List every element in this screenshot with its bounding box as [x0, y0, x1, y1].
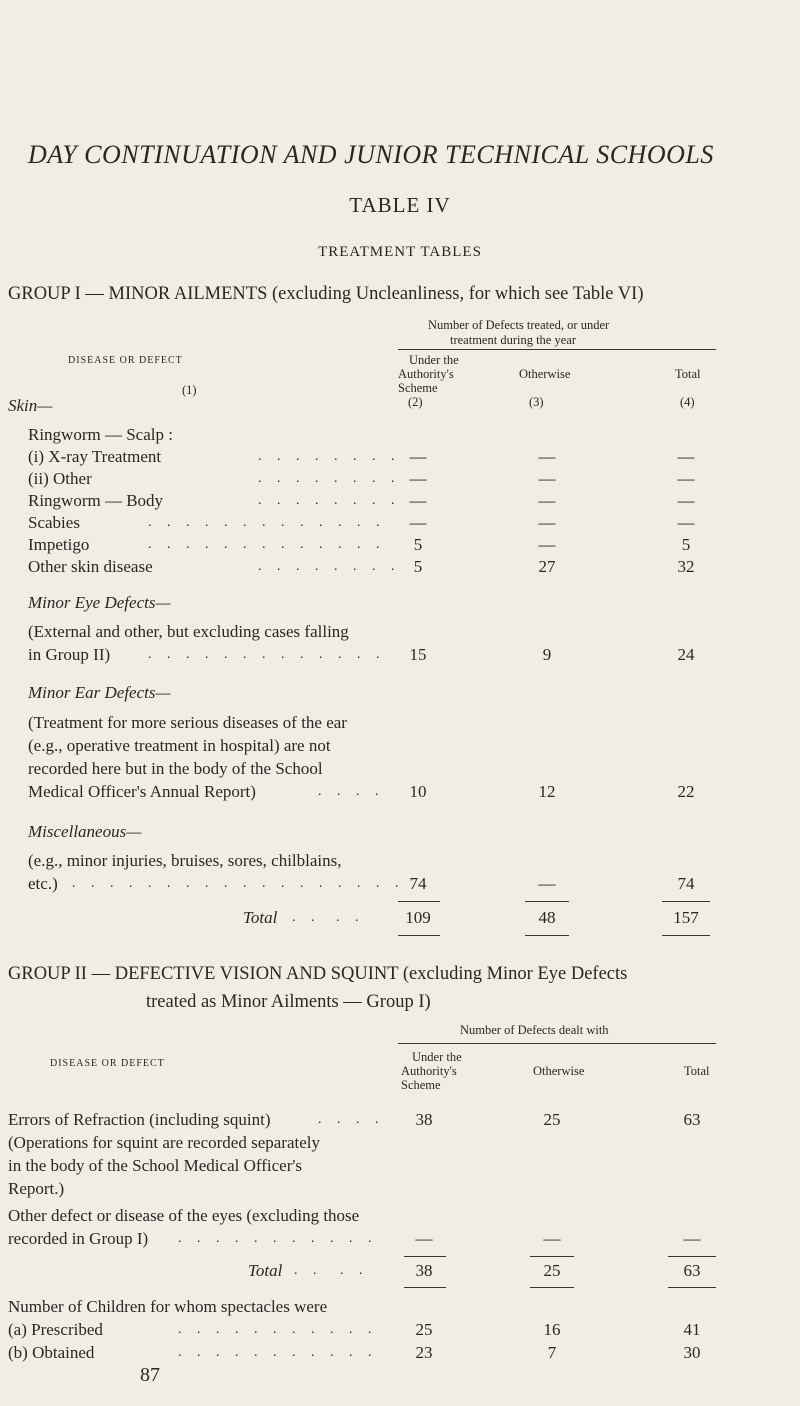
errors-line3: in the body of the School Medical Officer's [8, 1156, 303, 1175]
group2-col-under-l3: Scheme [401, 1078, 441, 1092]
group2-total-under: 38 [415, 1261, 433, 1280]
leader-dots: . . [340, 1263, 369, 1278]
ear-desc-line3: recorded here but in the body of the School [28, 759, 323, 778]
total-rule [662, 901, 710, 902]
skin-row-total: — [677, 469, 695, 488]
skin-row-label: Ringworm — Body [28, 491, 164, 510]
skin-row-under: 5 [413, 535, 423, 554]
total-rule [662, 935, 710, 936]
misc-under: 74 [409, 874, 427, 893]
group1-total-label: Total [243, 908, 278, 927]
skin-row-otherwise: — [538, 535, 556, 554]
leader-dots: . . . . [318, 1112, 385, 1127]
prescribed-label: (a) Prescribed [8, 1320, 103, 1339]
table-title: TABLE IV [349, 193, 451, 217]
total-rule [398, 901, 440, 902]
leader-dots: . . . . . . . . [258, 493, 401, 508]
leader-dots: . . [294, 1263, 323, 1278]
ringworm-scalp-heading: Ringworm — Scalp : [28, 425, 173, 444]
misc-desc-line1: (e.g., minor injuries, bruises, sores, chilblains, [28, 851, 342, 870]
prescribed-otherwise: 16 [543, 1320, 561, 1339]
skin-row-under: 5 [413, 557, 423, 576]
eye-desc-line2: in Group II) [28, 645, 111, 664]
eye-under: 15 [409, 645, 427, 664]
skin-row-label: (ii) Other [28, 469, 92, 488]
skin-row-under: — [409, 491, 427, 510]
prescribed-total: 41 [683, 1320, 701, 1339]
ear-desc-line2: (e.g., operative treatment in hospital) are not [28, 736, 331, 755]
leader-dots: . . [336, 910, 365, 925]
page-number: 87 [140, 1364, 160, 1386]
ear-under: 10 [409, 782, 427, 801]
leader-dots: . . . . . . . . . . . . . . . . . . [72, 876, 405, 891]
errors-line2: (Operations for squint are recorded separately [8, 1133, 321, 1152]
group1-col-disease-num: (1) [182, 383, 197, 397]
group2-span-rule [398, 1043, 716, 1044]
skin-row-label: Other skin disease [28, 557, 153, 576]
obtained-otherwise: 7 [547, 1343, 557, 1362]
total-rule [525, 935, 569, 936]
other-defect-total: — [683, 1229, 701, 1248]
group2-heading-line1: GROUP II — DEFECTIVE VISION AND SQUINT (excluding Minor Eye Defects [8, 964, 628, 984]
ear-desc-line4: Medical Officer's Annual Report) [28, 782, 256, 801]
ear-heading: Minor Ear Defects— [28, 683, 171, 702]
other-defect-under: — [415, 1229, 433, 1248]
group2-col-under-l1: Under the [412, 1050, 462, 1064]
skin-row-otherwise: — [538, 447, 556, 466]
errors-total: 63 [683, 1110, 701, 1129]
total-rule [530, 1287, 574, 1288]
leader-dots: . . . . . . . . . . . [178, 1231, 378, 1246]
group1-total-total: 157 [673, 908, 699, 927]
other-defect-line1: Other defect or disease of the eyes (excluding those [8, 1206, 360, 1225]
total-rule [404, 1256, 446, 1257]
group1-col-under-l1: Under the [409, 353, 459, 367]
eye-total: 24 [677, 645, 695, 664]
misc-otherwise: — [538, 874, 556, 893]
group2-total-label: Total [248, 1261, 283, 1280]
leader-dots: . . . . . . . . . . . [178, 1345, 378, 1360]
leader-dots: . . [292, 910, 321, 925]
running-head: DAY CONTINUATION AND JUNIOR TECHNICAL SCHOOLS [28, 140, 714, 169]
leader-dots: . . . . . . . . . . . . . [148, 537, 386, 552]
skin-row-label: (i) X-ray Treatment [28, 447, 162, 466]
group1-col-otherwise-num: (3) [529, 395, 544, 409]
skin-heading: Skin— [8, 396, 53, 415]
group1-heading: GROUP I — MINOR AILMENTS (excluding Uncleanliness, for which see Table VI) [8, 284, 644, 304]
leader-dots: . . . . [318, 784, 385, 799]
errors-otherwise: 25 [543, 1110, 561, 1129]
skin-row-label: Impetigo [28, 535, 90, 554]
eye-heading: Minor Eye Defects— [28, 593, 171, 612]
group1-col-total-num: (4) [680, 395, 695, 409]
group2-col-under-l2: Authority's [401, 1064, 457, 1078]
total-rule [404, 1287, 446, 1288]
skin-row-under: — [409, 469, 427, 488]
group1-col-disease: DISEASE OR DEFECT [68, 355, 183, 366]
misc-heading: Miscellaneous— [28, 822, 142, 841]
leader-dots: . . . . . . . . [258, 471, 401, 486]
group2-col-total: Total [684, 1064, 710, 1078]
skin-row-otherwise: — [538, 513, 556, 532]
skin-row-otherwise: — [538, 491, 556, 510]
prescribed-under: 25 [415, 1320, 433, 1339]
skin-row-under: — [409, 447, 427, 466]
errors-line1: Errors of Refraction (including squint) [8, 1110, 271, 1129]
group1-total-under: 109 [405, 908, 431, 927]
group1-total-otherwise: 48 [538, 908, 556, 927]
obtained-label: (b) Obtained [8, 1343, 95, 1362]
group1-col-under-l3: Scheme [398, 381, 438, 395]
obtained-under: 23 [415, 1343, 433, 1362]
leader-dots: . . . . . . . . . . . [178, 1322, 378, 1337]
group1-col-total: Total [675, 367, 701, 381]
other-defect-line2: recorded in Group I) [8, 1229, 149, 1248]
leader-dots: . . . . . . . . [258, 559, 401, 574]
errors-line4: Report.) [8, 1179, 65, 1198]
total-rule [525, 901, 569, 902]
skin-row-otherwise: — [538, 469, 556, 488]
leader-dots: . . . . . . . . . . . . . [148, 515, 386, 530]
group2-col-disease: DISEASE OR DEFECT [50, 1058, 165, 1069]
total-rule [398, 935, 440, 936]
group1-span-rule [398, 349, 716, 350]
ear-otherwise: 12 [538, 782, 556, 801]
leader-dots: . . . . . . . . . . . . . [148, 647, 386, 662]
group1-col-under-num: (2) [408, 395, 423, 409]
leader-dots: . . . . . . . . [258, 449, 401, 464]
group1-span-header-line2: treatment during the year [450, 333, 576, 347]
group2-col-otherwise: Otherwise [533, 1064, 585, 1078]
total-rule [668, 1256, 716, 1257]
skin-row-total: — [677, 491, 695, 510]
table-subtitle: TREATMENT TABLES [318, 244, 482, 260]
errors-under: 38 [415, 1110, 433, 1129]
eye-desc-line1: (External and other, but excluding cases falling [28, 622, 349, 641]
ear-total: 22 [677, 782, 695, 801]
group1-span-header-line1: Number of Defects treated, or under [428, 318, 610, 332]
eye-otherwise: 9 [542, 645, 552, 664]
group2-total-otherwise: 25 [543, 1261, 561, 1280]
skin-row-total: 5 [681, 535, 691, 554]
total-rule [530, 1256, 574, 1257]
group1-col-under-l2: Authority's [398, 367, 454, 381]
group2-heading-line2: treated as Minor Ailments — Group I) [146, 992, 431, 1012]
misc-desc-line2: etc.) [28, 874, 58, 893]
obtained-total: 30 [683, 1343, 701, 1362]
skin-row-total: 32 [677, 557, 695, 576]
skin-row-label: Scabies [28, 513, 80, 532]
skin-row-otherwise: 27 [538, 557, 556, 576]
group2-total-total: 63 [683, 1261, 701, 1280]
skin-row-total: — [677, 447, 695, 466]
spectacles-heading: Number of Children for whom spectacles were [8, 1297, 328, 1316]
group2-span-header: Number of Defects dealt with [460, 1023, 609, 1037]
group1-col-otherwise: Otherwise [519, 367, 571, 381]
skin-row-under: — [409, 513, 427, 532]
misc-total: 74 [677, 874, 695, 893]
skin-row-total: — [677, 513, 695, 532]
total-rule [668, 1287, 716, 1288]
ear-desc-line1: (Treatment for more serious diseases of the ear [28, 713, 347, 732]
other-defect-otherwise: — [543, 1229, 561, 1248]
